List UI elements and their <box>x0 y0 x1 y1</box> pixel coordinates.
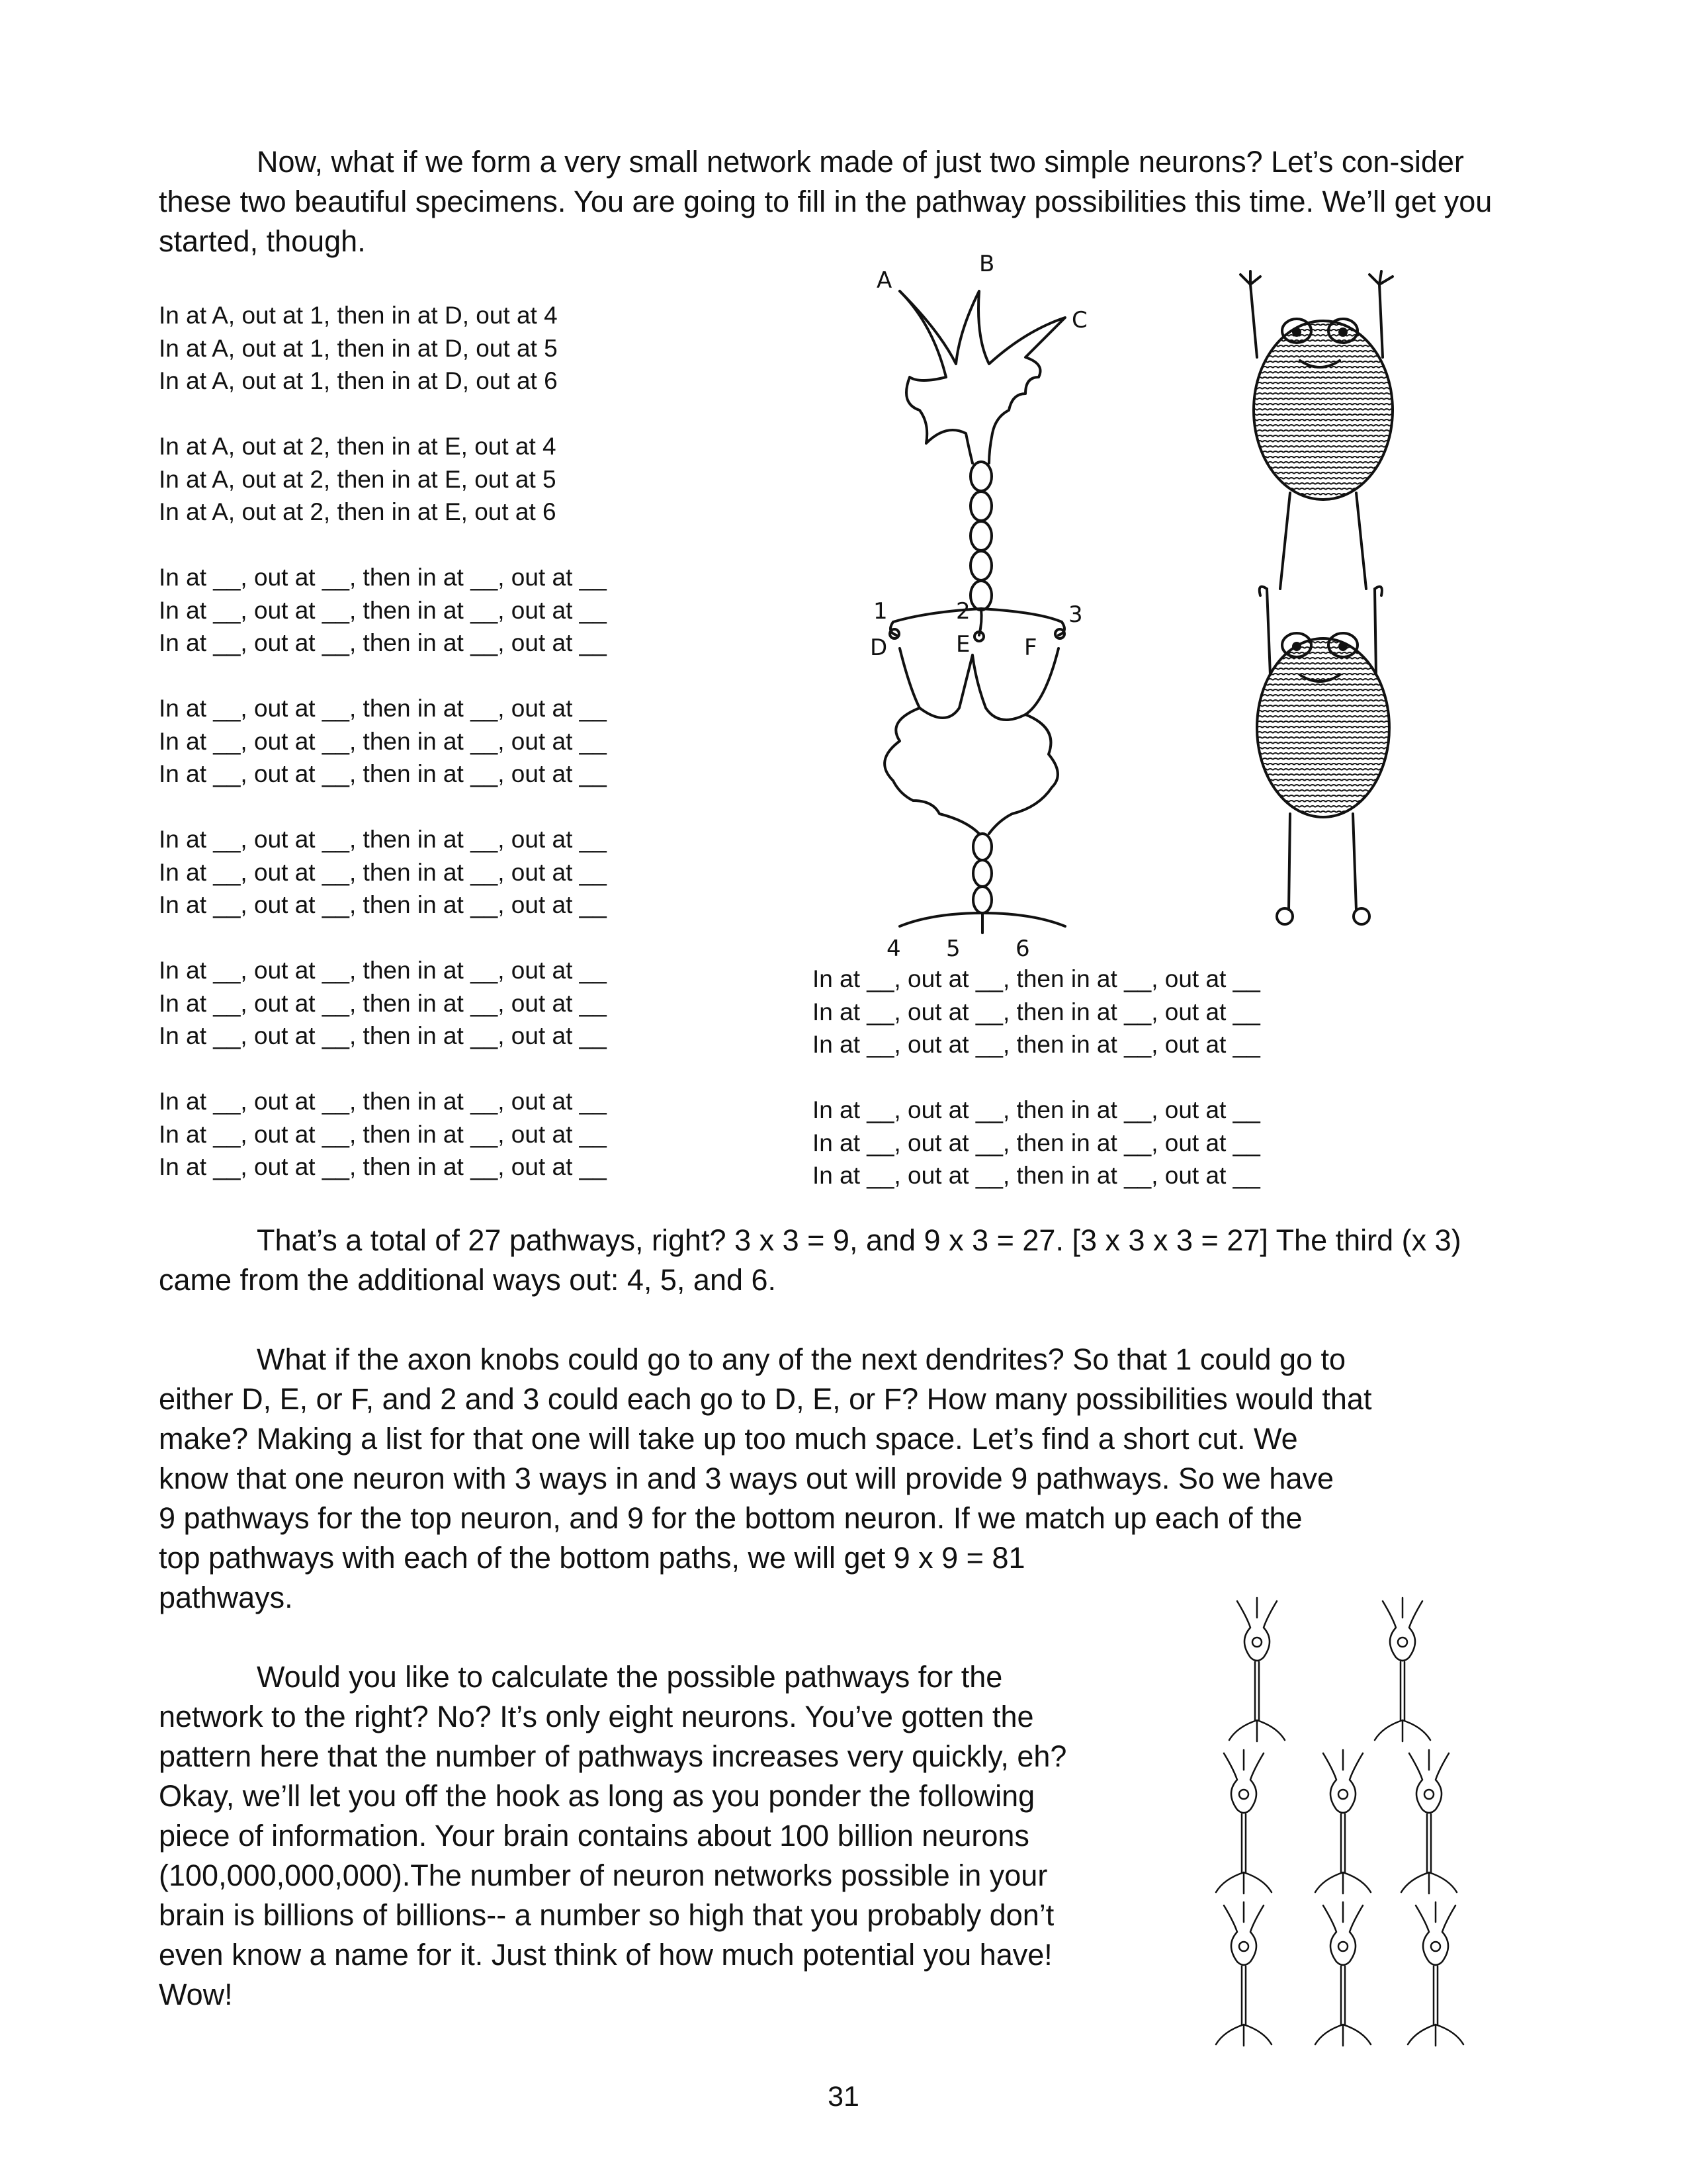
label-2: 2 <box>956 598 971 625</box>
pathway-line: In at A, out at 1, then in at D, out at 6 <box>159 367 558 394</box>
calc-line-3: pattern here that the number of pathways increases very quickly, eh? <box>159 1739 1067 1773</box>
label-5: 5 <box>946 936 961 962</box>
pathway-line: In at __, out at __, then in at __, out at __ <box>159 1022 607 1049</box>
pathway-group <box>159 299 754 398</box>
intro-text: Now, what if we form a very small network made of just two simple neurons? Let’s con-sider these two beautiful specimens. You are going to fill in the pathway possibilities this time. We’ll get you started, though. <box>159 145 1492 258</box>
small-neuron <box>1229 1598 1285 1741</box>
bottom-neuron-axon <box>973 834 992 913</box>
small-neuron <box>1315 1750 1371 1894</box>
calc-line-5: piece of information. Your brain contains about 100 billion neurons <box>159 1819 1029 1853</box>
label-f: F <box>1024 634 1037 661</box>
calc-line-9: Wow! <box>159 1978 233 2011</box>
small-neuron <box>1216 1902 1272 2046</box>
pathway-line: In at __, out at __, then in at __, out at __ <box>159 858 607 886</box>
calc-line-7: brain is billions of billions-- a number so high that you probably don’t <box>159 1898 1055 1932</box>
label-6: 6 <box>1016 936 1030 962</box>
lower-fingerprint-creature <box>1257 587 1389 924</box>
pathway-line: In at __, out at __, then in at __, out at __ <box>159 1120 607 1148</box>
pathway-group <box>159 823 754 922</box>
top-neuron-axon <box>971 462 992 610</box>
pathway-line: In at __, out at __, then in at __, out at __ <box>159 1088 607 1115</box>
axon-knobs-paragraph <box>159 1340 1548 1618</box>
pathway-line: In at __, out at __, then in at __, out at __ <box>159 891 607 918</box>
pathway-list-right <box>812 963 1408 1192</box>
label-4: 4 <box>887 936 901 962</box>
calc-line-1: Would you like to calculate the possible pathways for the <box>257 1660 1003 1694</box>
small-neuron <box>1401 1750 1457 1894</box>
axon-line-5: 9 pathways for the top neuron, and 9 for the bottom neuron. If we match up each of the <box>159 1501 1303 1535</box>
small-neuron <box>1408 1902 1463 2046</box>
pathway-line: In at __, out at __, then in at __, out at __ <box>159 760 607 787</box>
bottom-neuron-right-outline <box>989 715 1058 834</box>
pathway-line: In at __, out at __, then in at __, out at __ <box>812 965 1260 992</box>
axon-line-2: either D, E, or F, and 2 and 3 could each go to D, E, or F? How many possibilities would that <box>159 1382 1372 1416</box>
pathway-group <box>159 954 754 1053</box>
top-neuron-right-outline <box>900 291 1065 463</box>
intro-paragraph <box>159 142 1538 261</box>
upper-fingerprint-creature <box>1240 271 1393 589</box>
axon-line-4: know that one neuron with 3 ways in and 3 ways out will provide 9 pathways. So we have <box>159 1462 1334 1495</box>
calc-line-4: Okay, we’ll let you off the hook as long as you ponder the following <box>159 1779 1035 1813</box>
label-c: C <box>1072 307 1088 333</box>
top-neuron-left-outline <box>900 291 973 463</box>
calc-line-8: even know a name for it. Just think of how much potential you have! <box>159 1938 1053 1972</box>
pathway-line: In at A, out at 1, then in at D, out at 5 <box>159 334 558 362</box>
pathway-line: In at __, out at __, then in at __, out at __ <box>159 957 607 984</box>
pathway-group <box>159 1085 754 1184</box>
label-a: A <box>877 267 892 294</box>
terminal-3 <box>981 609 1064 635</box>
axon-line-3: make? Making a list for that one will take up too much space. Let’s find a short cut. We <box>159 1422 1298 1456</box>
pathway-line: In at A, out at 2, then in at E, out at 6 <box>159 498 556 525</box>
axon-line-7: pathways. <box>159 1581 293 1614</box>
eight-neuron-network-illustration <box>1204 1588 1508 2051</box>
pathway-line: In at __, out at __, then in at __, out at __ <box>812 998 1260 1026</box>
pathway-line: In at __, out at __, then in at __, out at __ <box>812 1162 1260 1189</box>
fingerprint-creatures-illustration <box>1231 265 1403 926</box>
calculate-paragraph <box>159 1657 1191 2015</box>
pathway-line: In at A, out at 1, then in at D, out at 4 <box>159 302 558 329</box>
label-e: E <box>956 631 971 658</box>
small-neuron <box>1315 1902 1371 2046</box>
output-4 <box>900 913 982 926</box>
pathway-list-left <box>159 299 754 1184</box>
label-b: B <box>979 251 995 277</box>
calc-line-2: network to the right? No? It’s only eight neurons. You’ve gotten the <box>159 1700 1034 1733</box>
pathway-group <box>159 561 754 660</box>
pathway-line: In at __, out at __, then in at __, out at __ <box>159 596 607 624</box>
two-neuron-diagram <box>847 251 1125 962</box>
label-1: 1 <box>873 598 888 625</box>
pathway-line: In at A, out at 2, then in at E, out at 4 <box>159 433 556 460</box>
page-number: 31 <box>828 2081 859 2113</box>
axon-line-1: What if the axon knobs could go to any of the next dendrites? So that 1 could go to <box>257 1342 1346 1376</box>
output-6 <box>982 913 1065 926</box>
calc-line-6: (100,000,000,000).The number of neuron networks possible in your <box>159 1858 1048 1892</box>
pathway-line: In at __, out at __, then in at __, out at __ <box>812 1031 1260 1058</box>
pathway-line: In at __, out at __, then in at __, out at __ <box>159 1153 607 1180</box>
bottom-neuron-left-outline <box>885 708 979 834</box>
small-neuron <box>1216 1750 1272 1894</box>
axon-line-6: top pathways with each of the bottom paths, we will get 9 x 9 = 81 <box>159 1541 1025 1575</box>
pathway-line: In at __, out at __, then in at __, out at __ <box>812 1096 1260 1123</box>
pathway-line: In at __, out at __, then in at __, out at __ <box>159 727 607 755</box>
pathway-line: In at A, out at 2, then in at E, out at 5 <box>159 465 556 493</box>
pathway-line: In at __, out at __, then in at __, out at __ <box>159 989 607 1017</box>
pathway-line: In at __, out at __, then in at __, out at __ <box>159 564 607 591</box>
small-neuron <box>1375 1598 1430 1741</box>
pathway-group <box>159 430 754 529</box>
total-paragraph <box>159 1221 1482 1300</box>
pathway-line: In at __, out at __, then in at __, out at __ <box>159 826 607 853</box>
pathway-line: In at __, out at __, then in at __, out at __ <box>159 629 607 656</box>
label-3: 3 <box>1068 601 1083 628</box>
total-text: That’s a total of 27 pathways, right? 3 x 3 = 9, and 9 x 3 = 27. [3 x 3 x 3 = 27] The third (x 3) came from the additional ways out: 4, 5, and 6. <box>159 1223 1461 1297</box>
pathway-line: In at __, out at __, then in at __, out at __ <box>812 1129 1260 1157</box>
pathway-line: In at __, out at __, then in at __, out at __ <box>159 695 607 722</box>
pathway-group <box>812 1094 1408 1192</box>
pathway-group <box>159 692 754 791</box>
label-d: D <box>870 634 888 661</box>
pathway-group <box>812 963 1408 1061</box>
